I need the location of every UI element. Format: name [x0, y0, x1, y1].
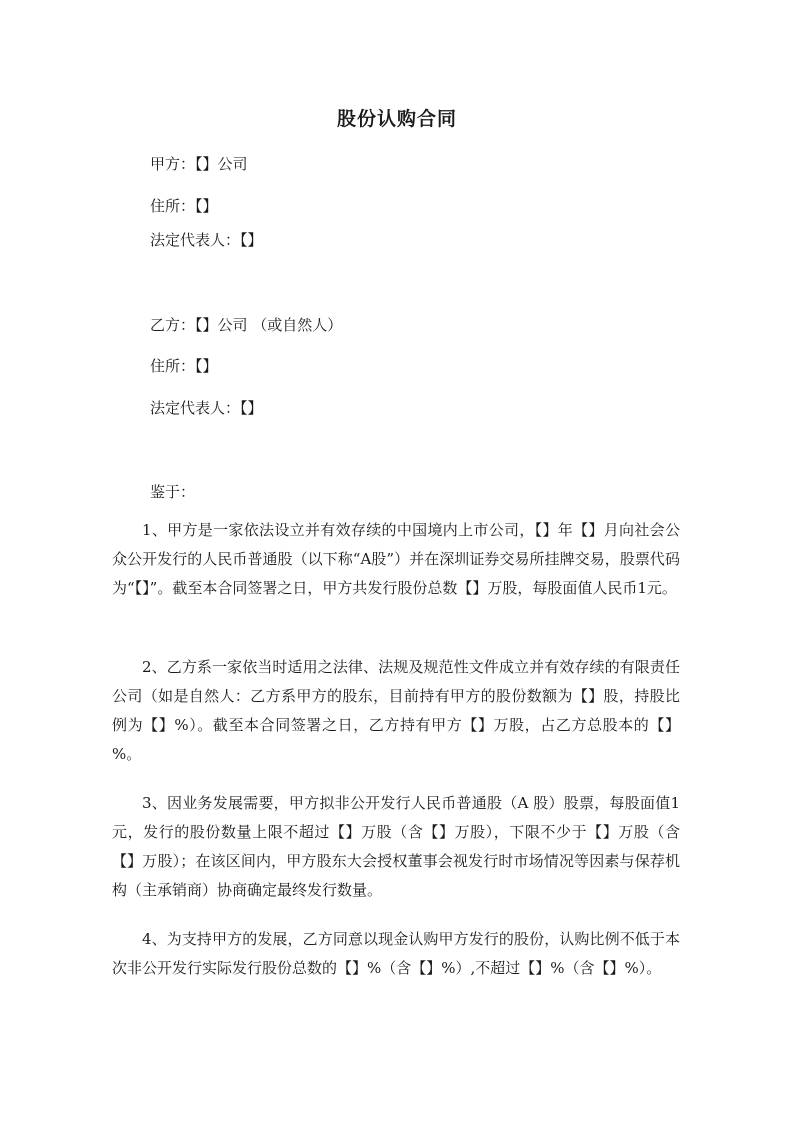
party-a-legal-rep: 法定代表人：【】	[150, 231, 263, 249]
party-a-name: 甲方：【】公司	[150, 155, 248, 173]
clause-4: 4、为支持甲方的发展，乙方同意以现金认购甲方发行的股份，认购比例不低于本次非公开发行实际发行股份总数的【】%（含【】%）,不超过【】%（含【】%）。	[112, 930, 680, 977]
clause-1: 1、甲方是一家依法设立并有效存续的中国境内上市公司，【】年【】月向社会公众公开发行的人民币普通股（以下称“A股”）并在深圳证券交易所挂牌交易，股票代码为“【】”。截至本合同签署之日，甲方共发行股份总数【】万股，每股面值人民币1元。	[112, 521, 680, 597]
party-b-address: 住所：【】	[150, 357, 218, 375]
clause-3: 3、因业务发展需要，甲方拟非公开发行人民币普通股（A 股）股票，每股面值1元，发行的股份数量上限不超过【】万股（含【】万股），下限不少于【】万股（含【】万股）；在该区间内，甲方股东大会授权董事会视发行时市场情况等因素与保荐机构（主承销商）协商确定最终发行数量。	[112, 794, 680, 899]
party-b-name: 乙方：【】公司 （或自然人）	[150, 316, 343, 334]
party-b-legal-rep: 法定代表人：【】	[150, 399, 263, 417]
document-title: 股份认购合同	[336, 108, 457, 130]
clause-2: 2、乙方系一家依当时适用之法律、法规及规范性文件成立并有效存续的有限责任公司（如是自然人：乙方系甲方的股东，目前持有甲方的股份数额为【】股，持股比例为【】%）。截至本合同签署之日，乙方持有甲方【】万股，占乙方总股本的【】%。	[112, 658, 680, 763]
party-a-address: 住所：【】	[150, 197, 218, 215]
whereas-heading: 鉴于：	[150, 483, 196, 501]
